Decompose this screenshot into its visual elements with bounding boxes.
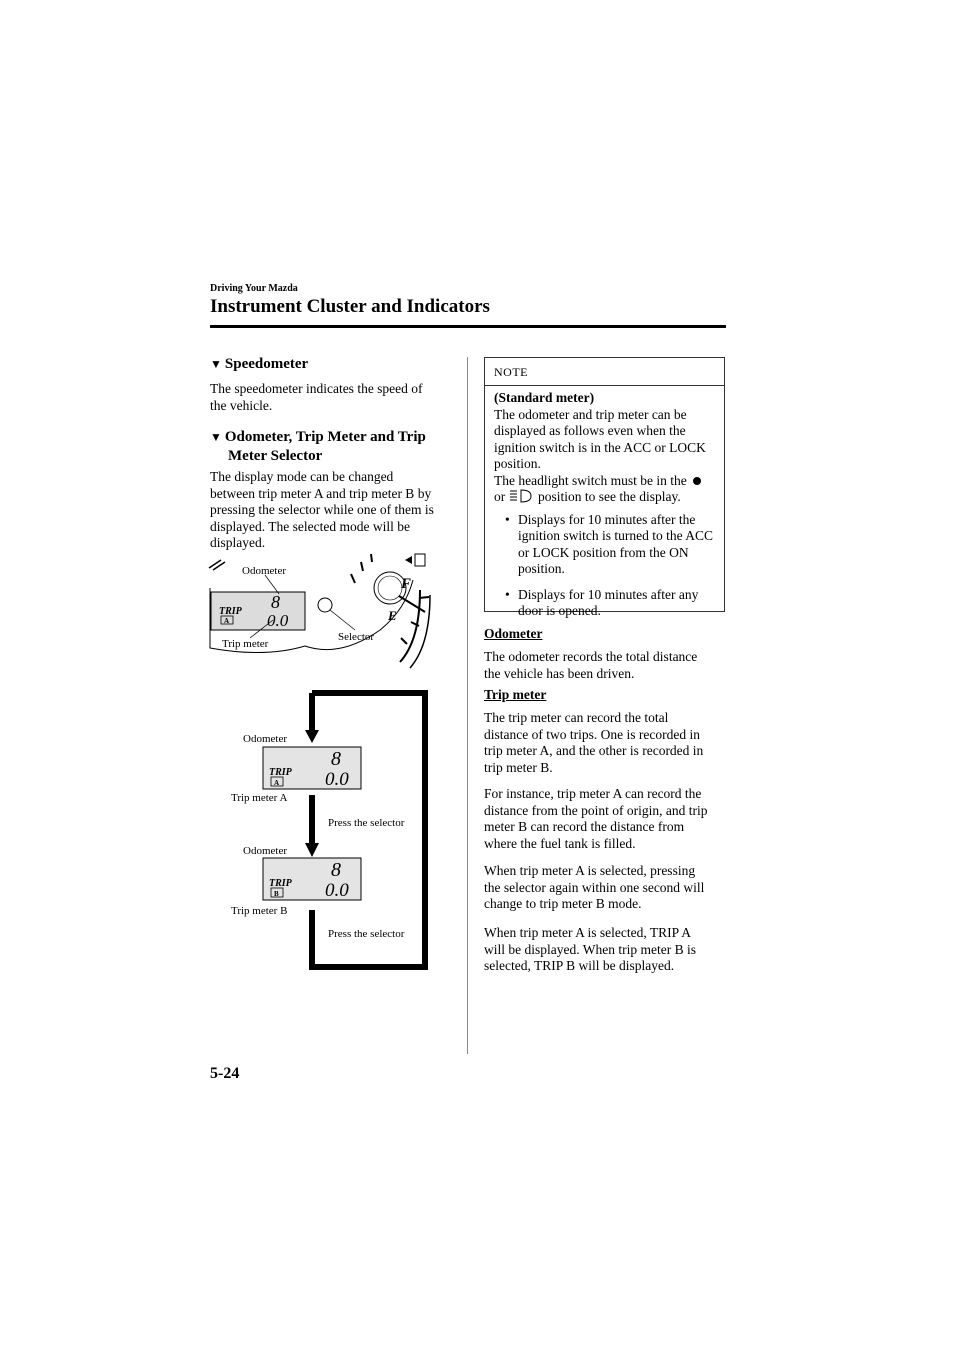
fuel-arrow-icon (405, 556, 412, 564)
bullet-icon: • (505, 511, 510, 527)
triangle-icon: ▼ (210, 357, 222, 371)
selector-knob (318, 598, 332, 612)
trip-meter-label: Trip meter (222, 638, 269, 650)
trip-digits: 0.0 (267, 611, 289, 630)
odometer-selector-text: The display mode can be changed between trip meter A and trip meter B by pressing the selector while one of them is displayed. The selected mode will be displayed. (210, 469, 434, 550)
trip-sub: A (224, 617, 230, 625)
trip-b-label: TRIP (269, 878, 292, 889)
odometer-text: The odometer records the total distance the vehicle has been driven. (484, 649, 698, 681)
trip-digits-b: 0.0 (325, 880, 349, 901)
triangle-icon: ▼ (210, 430, 222, 444)
odometer-selector-heading: ▼ Odometer, Trip Meter and Trip Meter Selector (210, 429, 426, 464)
trip-meter-heading: Trip meter (484, 687, 547, 702)
odometer-digit: 8 (271, 592, 280, 612)
trip-digits-a: 0.0 (325, 769, 349, 790)
page-title: Instrument Cluster and Indicators (210, 296, 490, 317)
headlight-parking-icon (693, 477, 701, 485)
odometer-digit-a: 8 (331, 748, 341, 770)
odometer-digit-b: 8 (331, 859, 341, 881)
instrument-cluster-figure (205, 550, 437, 670)
odometer-label: Odometer (242, 565, 286, 577)
note-box (484, 357, 725, 618)
fuel-full-label: F (401, 576, 412, 592)
press-selector-label-2: Press the selector (328, 928, 405, 940)
trip-meter-p3: When trip meter A is selected, pressing the selector again within one second will change to trip meter B mode. (484, 863, 705, 911)
trip-a-label: TRIP (269, 767, 292, 778)
trip-meter-b-label: Trip meter B (231, 905, 288, 917)
column-divider (467, 357, 468, 1054)
trip-meter-a-label: Trip meter A (231, 792, 288, 804)
speedometer-heading: ▼ Speedometer (210, 356, 309, 372)
odometer-heading: Odometer (484, 626, 543, 641)
fuel-pump-icon (415, 554, 425, 566)
trip-b-sub: B (274, 890, 279, 898)
note-heading: NOTE (485, 358, 724, 386)
chapter-label: Driving Your Mazda (210, 283, 298, 294)
odometer-label-b: Odometer (243, 845, 287, 857)
trip-meter-p1: The trip meter can record the total distance of two trips. One is recorded in trip meter A, and the other is recorded in trip meter B. (484, 710, 704, 775)
press-selector-label-1: Press the selector (328, 817, 405, 829)
bullet-icon: • (505, 586, 510, 602)
header-rule (210, 325, 726, 328)
headlight-on-icon (509, 489, 535, 503)
note-body: (Standard meter) The odometer and trip meter can be displayed as follows even when the ignition switch is in the ACC or LOCK position. The headlight switch must be in the or position to see the display. • Displays for 10 minutes after the ignition switch is turned to the ACC or LOCK position from the ON position. • Displays for 10 minutes after any door is opened. (494, 390, 713, 618)
trip-meter-p4: When trip meter A is selected, TRIP A will be displayed. When trip meter B is selected, TRIP B will be displayed. (484, 925, 696, 973)
trip-meter-p2: For instance, trip meter A can record the distance from the point of origin, and trip meter B can record the distance from where the fuel tank is filled. (484, 786, 708, 851)
selector-label: Selector (338, 631, 375, 643)
trip-a-sub: A (274, 779, 280, 787)
odometer-label-a: Odometer (243, 733, 287, 745)
fuel-empty-label: E (388, 608, 397, 623)
page-number: 5-24 (210, 1065, 240, 1082)
trip-label: TRIP (219, 606, 242, 617)
speedometer-text: The speedometer indicates the speed of the vehicle. (210, 381, 423, 413)
